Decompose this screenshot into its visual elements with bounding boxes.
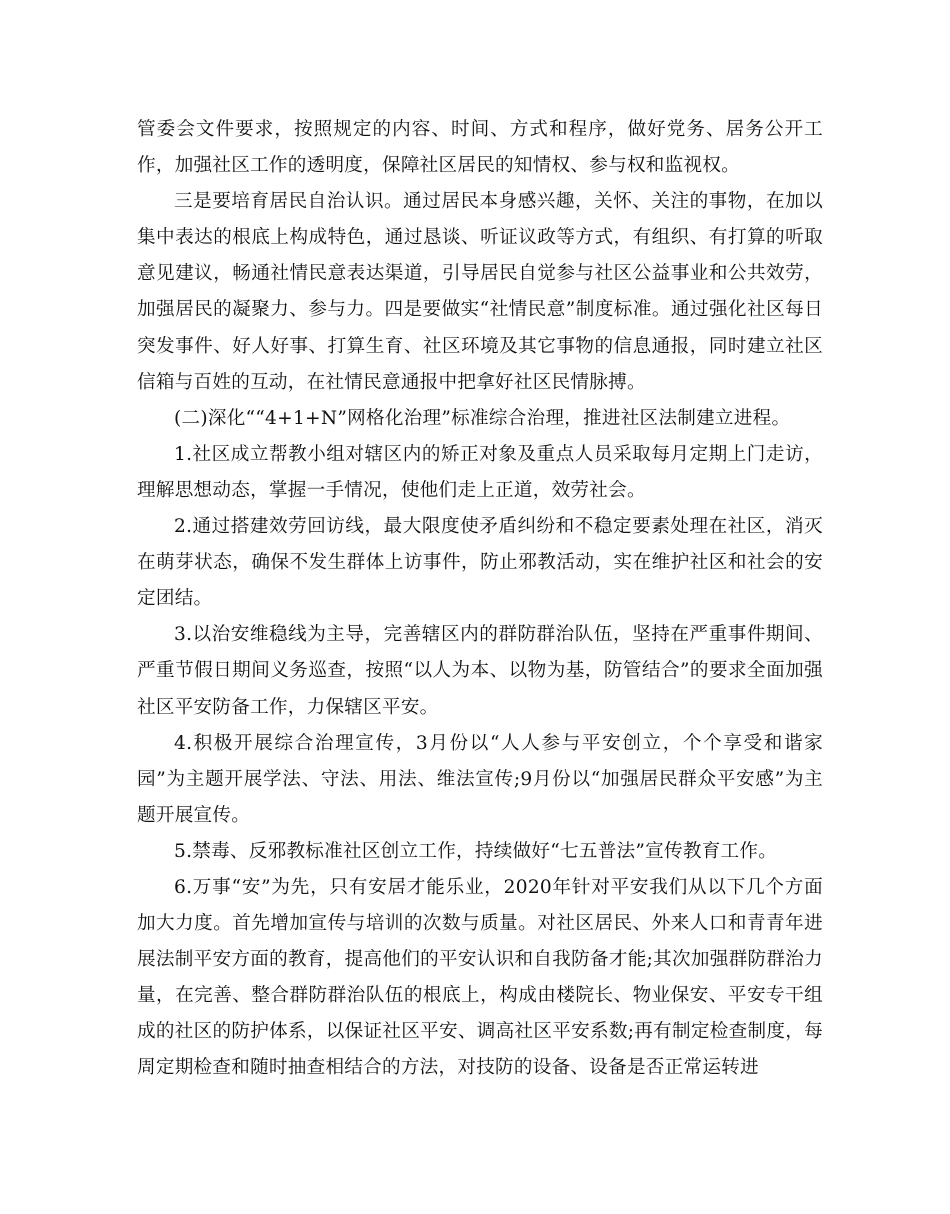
document-body [137, 112, 823, 1087]
section-heading-grid-governance: (二)深化““4+1+N”网格化治理”标准综合治理，推进社区法制建立进程。 [174, 407, 791, 429]
list-item-6: 6.万事“安”为先，只有安居才能乐业，2020年针对平安我们从以下几个方面加大力度。首先增加宣传与培训的次数与质量。对社区居民、外来人口和青青年进展法制平安方面的教育，提高他们的平安认识和自我防备才能;其次加强群防群治力量，在完善、整合群防群治队伍的根底上，构成由楼院长、物业保安、平安专干组成的社区的防护体系，以保证社区平安、调高社区平安系数;再有制定检查制度，每周定期检查和随时抽查相结合的方法，对技防的设备、设备是否正常运转进 [137, 876, 823, 1079]
list-item-2: 2.通过搭建效劳回访线，最大限度使矛盾纠纷和不稳定要素处理在社区，消灭在萌芽状态，确保不发生群体上访事件，防止邪教活动，实在维护社区和社会的安定团结。 [137, 516, 823, 610]
list-item-3: 3.以治安维稳线为主导，完善辖区内的群防群治队伍，坚持在严重事件期间、严重节假日期间义务巡查，按照“以人为本、以物为基，防管结合”的要求全面加强社区平安防备工作，力保辖区平安。 [137, 624, 823, 718]
paragraph-continuation: 管委会文件要求，按照规定的内容、时间、方式和程序，做好党务、居务公开工作，加强社区工作的透明度，保障社区居民的知情权、参与权和监视权。 [137, 119, 823, 177]
list-item-1: 1.社区成立帮教小组对辖区内的矫正对象及重点人员采取每月定期上门走访，理解思想动态，掌握一手情况，使他们走上正道，效劳社会。 [137, 443, 823, 501]
list-item-4: 4.积极开展综合治理宣传，3月份以“人人参与平安创立，个个享受和谐家园”为主题开展学法、守法、用法、维法宣传;9月份以“加强居民群众平安感”为主题开展宣传。 [137, 732, 823, 826]
list-item-5: 5.禁毒、反邪教标准社区创立工作，持续做好“七五普法”宣传教育工作。 [174, 840, 778, 862]
paragraph-resident-autonomy: 三是要培育居民自治认识。通过居民本身感兴趣，关怀、关注的事物，在加以集中表达的根底上构成特色，通过恳谈、听证议政等方式，有组织、有打算的听取意见建议，畅通社情民意表达渠道，引导居民自觉参与社区公益事业和公共效劳，加强居民的凝聚力、参与力。四是要做实“社情民意”制度标准。通过强化社区每日突发事件、好人好事、打算生育、社区环境及其它事物的信息通报，同时建立社区信箱与百姓的互动，在社情民意通报中把拿好社区民情脉搏。 [137, 191, 823, 393]
